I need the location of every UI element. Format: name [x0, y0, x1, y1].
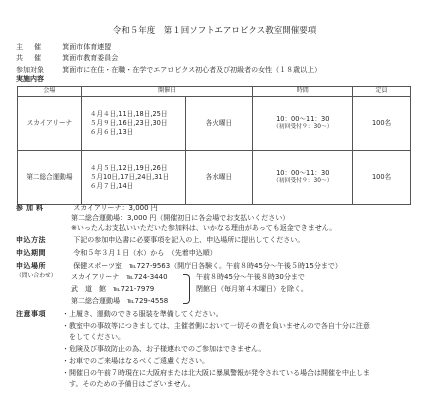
time-cell: [253, 97, 353, 151]
date-line: ４月４日,11日,18日,25日: [89, 110, 168, 119]
host-row: [16, 43, 111, 51]
fee-label: 参加料: [16, 204, 46, 212]
note-item: をしてください。: [62, 333, 125, 341]
hours-brace: [183, 274, 190, 304]
apply-method-text: 下記の参加申込書に必要事項を記入の上、申込場所に提出してください。: [73, 236, 305, 244]
apply-place-row: [16, 262, 342, 270]
schedule-row-skyarena: [18, 97, 411, 151]
time-reception: （初回受付９：30～）: [272, 124, 333, 131]
contact-budokan: 武 道 館 ℡721-7979: [71, 285, 155, 293]
date-line: ５月９日,16日,23日,30日: [89, 119, 168, 128]
venue-cell: スカイアリーナ: [18, 97, 82, 151]
cohost-value: 箕面市教育委員会: [62, 54, 119, 62]
contact-skyarena: スカイアリーナ ℡724-3440: [71, 273, 168, 281]
header-capacity: 定員: [353, 87, 411, 97]
date-line: ６月７日,14日: [89, 181, 134, 190]
time-cell: [253, 151, 353, 205]
apply-place-label: 申込場所: [16, 262, 46, 270]
dates-cell: [81, 151, 185, 205]
host-value: 箕面市体育連盟: [62, 43, 112, 51]
contact-daini: 第二総合運動場 ℡729-4558: [71, 297, 169, 305]
dates-cell: [81, 97, 185, 151]
apply-method-label: 申込方法: [16, 236, 46, 244]
hours-line-2: 閉館日（毎月第４木曜日）を除く。: [196, 285, 308, 293]
date-line: ４月５日,12日,19日,26日: [89, 164, 168, 173]
eligibility-row: [16, 66, 321, 74]
note-item: ・開催日の午前７時現在に大阪府または北大阪に暴風警報が発令されている場合は開催を中止しま: [62, 369, 370, 377]
fee-row: [16, 204, 158, 212]
cohost-label: 共 催: [16, 54, 43, 62]
eligibility-value: 箕面市に在住・在職・在学でエアロビクス初心者及び初級者の女性（１８歳以上）: [62, 66, 322, 74]
apply-period-label: 申込期間: [16, 249, 46, 257]
weekday-cell: 各水曜日: [185, 151, 253, 205]
header-dates: 開催日: [81, 87, 253, 97]
time-reception: （初回受付９：30～）: [272, 178, 333, 185]
fee-line-2: 第二総合運動場：3,000 円（開催初日に各会場でお支払いください）: [71, 214, 290, 222]
apply-period-row: [16, 249, 217, 257]
venue-cell: 第二総合運動場: [18, 151, 82, 205]
schedule-header-row: [18, 87, 411, 97]
hours-line-1: 午前８時45分～午後８時30分まで: [196, 273, 305, 281]
note-item: ・上履き、運動のできる服装を準備してください。: [62, 310, 223, 318]
note-item: ・教室中の事故等につきましては、主催者側において一切その責を負いませんので各自十分に注意: [62, 322, 370, 330]
apply-period-text: 令和５年３月１日（水）から （先着申込順）: [73, 249, 217, 257]
note-item: す。そのための予備日はございません。: [62, 380, 195, 388]
host-label: 主 催: [16, 43, 43, 51]
document-title: 令和５年度 第１回ソフトエアロビクス教室開催要項: [112, 26, 317, 36]
fee-line-3: ※いったんお支払いいただいた参加料は、いかなる理由があっても返金できません。: [71, 224, 337, 232]
apply-method-row: [16, 236, 304, 244]
notes-label: 注意事項: [16, 310, 46, 318]
weekday-cell: 各火曜日: [185, 97, 253, 151]
schedule-heading: 実施内容: [16, 75, 44, 83]
time-range: 10：00～11：30: [276, 115, 330, 124]
schedule-row-daini: [18, 151, 411, 205]
time-range: 10：00～11：30: [276, 169, 330, 178]
schedule-table: [17, 86, 411, 205]
capacity-cell: 100名: [353, 151, 411, 205]
apply-place-line-1: 保健スポーツ室 ℡727-9563（開庁日各験く。午前８時45分～午後５時15分まで）: [73, 262, 342, 270]
fee-line-1: スカイアリーナ：3,000 円: [73, 204, 158, 212]
capacity-cell: 100名: [353, 97, 411, 151]
apply-place-sub-label: （問い合わせ）: [16, 273, 57, 279]
date-line: ５月10日,17日,24日,31日: [89, 173, 170, 182]
cohost-row: [16, 54, 118, 62]
date-line: ６月６日,13日: [89, 127, 134, 136]
eligibility-label: 参加対象: [16, 66, 44, 74]
header-time: 時間: [253, 87, 353, 97]
note-item: ・危険及び事故防止の為、お子様連れでのご参加はできません。: [62, 345, 266, 353]
note-item: ・お車でのご来場はなるべくご遠慮ください。: [62, 357, 209, 365]
header-venue: 会場: [18, 87, 82, 97]
